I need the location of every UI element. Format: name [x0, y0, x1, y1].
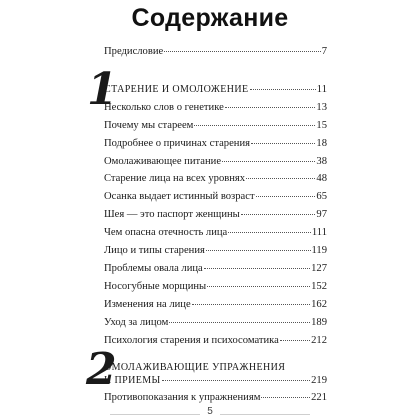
toc-entry[interactable] — [104, 209, 327, 221]
toc-leader-dots — [164, 51, 320, 52]
toc-entry-label: Лицо и типы старения — [104, 245, 205, 256]
toc-leader-dots — [192, 304, 310, 305]
page-title: Содержание — [131, 4, 289, 32]
toc-entry-page: 127 — [311, 263, 327, 274]
toc-leader-dots — [256, 196, 316, 197]
toc-entry[interactable] — [104, 392, 327, 404]
toc-entry-page: 97 — [316, 209, 327, 220]
toc-entry-page: 212 — [311, 335, 327, 346]
toc-leader-dots — [246, 178, 315, 179]
toc-entry-label: Проблемы овала лица — [104, 263, 203, 274]
toc-entry-page: 65 — [316, 191, 327, 202]
toc-entry-part2-title[interactable] — [104, 375, 327, 387]
toc-leader-dots — [228, 232, 311, 233]
toc-entry[interactable] — [104, 156, 327, 168]
toc-entry-label: Старение лица на всех уровнях — [104, 173, 246, 184]
toc-entry-label: Шея — это паспорт женщины — [104, 209, 240, 220]
toc-entry[interactable] — [104, 138, 327, 150]
toc-entry-part1-title[interactable] — [104, 84, 327, 96]
toc-entry[interactable] — [104, 281, 327, 293]
toc-entry-page: 18 — [316, 138, 327, 149]
toc-leader-dots — [206, 250, 311, 251]
toc-entry-page: 13 — [316, 102, 327, 113]
toc-leader-dots — [162, 380, 310, 381]
toc-entry-page: 119 — [311, 245, 327, 256]
toc-entry-page: 7 — [321, 46, 327, 57]
toc-leader-dots — [194, 125, 315, 126]
part-number-1: 1 — [87, 64, 118, 115]
toc-entry[interactable] — [104, 335, 327, 347]
toc-entry-label: И ПРИЕМЫ — [104, 375, 161, 386]
toc-entry-label: Несколько слов о генетике — [104, 102, 224, 113]
toc-entry-label: Носогубные морщины — [104, 281, 207, 292]
toc-entry-page: 162 — [311, 299, 327, 310]
toc-entry-label: Почему мы стареем — [104, 120, 194, 131]
toc-entry-page: 152 — [311, 281, 327, 292]
toc-entry[interactable] — [104, 263, 327, 275]
toc-entry-page: 221 — [311, 392, 327, 403]
toc-leader-dots — [225, 107, 316, 108]
toc-leader-dots — [241, 214, 316, 215]
toc-entry-preface[interactable] — [104, 46, 327, 58]
toc-leader-dots — [207, 286, 310, 287]
toc-entry-page: 189 — [311, 317, 327, 328]
part-number-2: 2 — [86, 344, 117, 395]
toc-entry-page: 15 — [316, 120, 327, 131]
toc-entry-label: Омолаживающее питание — [104, 156, 222, 167]
toc-entry[interactable] — [104, 102, 327, 114]
toc-entry[interactable] — [104, 120, 327, 132]
toc-entry[interactable] — [104, 173, 327, 185]
toc-entry-label: Чем опасна отечность лица — [104, 227, 228, 238]
toc-entry-label: СТАРЕНИЕ И ОМОЛОЖЕНИЕ — [104, 84, 249, 95]
page-number: 5 — [207, 406, 213, 417]
toc-entry[interactable] — [104, 227, 327, 239]
toc-leader-dots — [251, 143, 315, 144]
toc-entry[interactable] — [104, 317, 327, 329]
toc-entry[interactable] — [104, 299, 327, 311]
toc-entry-page: 48 — [316, 173, 327, 184]
toc-entry[interactable] — [104, 245, 327, 257]
toc-entry-label: Подробнее о причинах старения — [104, 138, 251, 149]
toc-leader-dots — [204, 268, 310, 269]
toc-leader-dots — [261, 397, 310, 398]
toc-leader-dots — [250, 89, 316, 90]
toc-leader-dots — [169, 322, 310, 323]
toc-entry-label: Психология старения и психосоматика — [104, 335, 279, 346]
toc-entry-label: Осанка выдает истинный возраст — [104, 191, 255, 202]
toc-entry-page: 11 — [316, 84, 327, 95]
toc-entry-label: Изменения на лице — [104, 299, 191, 310]
toc-entry-label: Противопоказания к упражнениям — [104, 392, 261, 403]
toc-part2-title-line1[interactable]: ОМОЛАЖИВАЮЩИЕ УПРАЖНЕНИЯ — [104, 362, 286, 373]
toc-leader-dots — [280, 340, 310, 341]
toc-entry[interactable] — [104, 191, 327, 203]
toc-entry-label: Предисловие — [104, 46, 164, 57]
toc-entry-page: 38 — [316, 156, 327, 167]
toc-entry-page: 219 — [311, 375, 327, 386]
toc-leader-dots — [222, 161, 315, 162]
toc-entry-label: Уход за лицом — [104, 317, 169, 328]
toc-entry-page: 111 — [311, 227, 327, 238]
